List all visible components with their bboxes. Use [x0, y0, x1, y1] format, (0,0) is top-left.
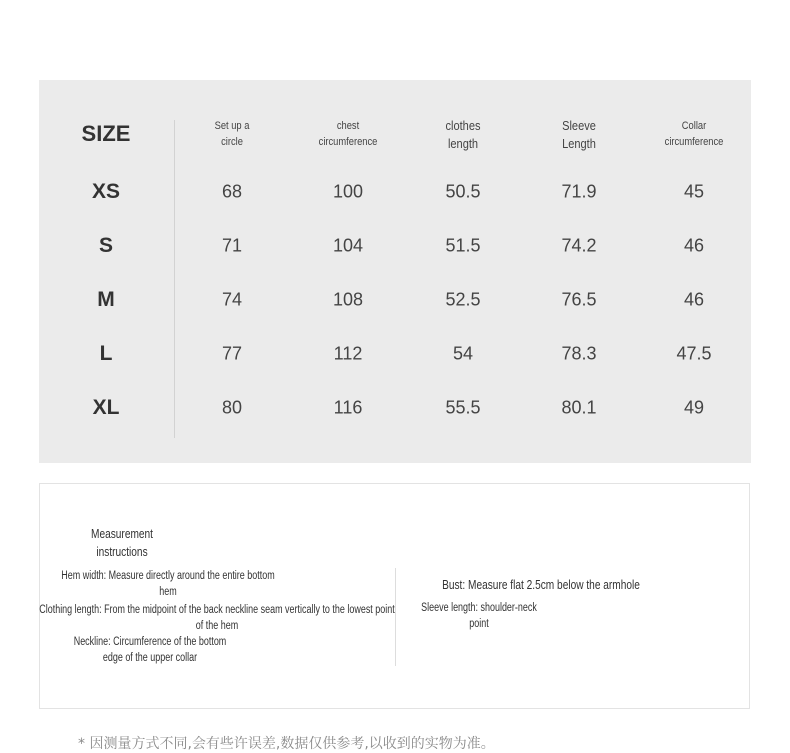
size-label: L [99, 342, 113, 365]
table-cell: 74.2 [561, 235, 597, 256]
table-cell: 55.5 [445, 397, 481, 418]
table-cell: 50.5 [445, 181, 481, 202]
measurement-instructions-panel [39, 483, 750, 709]
hem-width-instruction: Hem width: Measure directly around the entire bottom hem [61, 570, 275, 598]
table-cell: 78.3 [561, 343, 597, 364]
table-cell: 74 [221, 289, 243, 310]
header-chest-circumference: chest circumference [318, 120, 378, 148]
instructions-title: Measurement instructions [91, 526, 153, 559]
clothing-length-instruction: Clothing length: From the midpoint of the back neckline seam vertically to the lowest point of the hem [39, 604, 395, 632]
table-cell: 76.5 [561, 289, 597, 310]
table-cell: 77 [221, 343, 243, 364]
table-cell: 49 [683, 397, 705, 418]
table-cell: 71.9 [561, 181, 597, 202]
header-hem-circle: Set up a circle [214, 120, 250, 148]
bust-instruction: Bust: Measure flat 2.5cm below the armhole [442, 577, 640, 592]
table-cell: 116 [333, 397, 363, 418]
table-cell: 47.5 [676, 343, 712, 364]
header-clothes-length: clothes length [445, 118, 481, 151]
table-cell: 68 [221, 181, 243, 202]
header-sleeve-length: Sleeve Length [562, 118, 596, 151]
table-cell: 46 [683, 289, 705, 310]
table-cell: 51.5 [445, 235, 481, 256]
column-divider [174, 120, 175, 438]
table-cell: 54 [452, 343, 474, 364]
neckline-instruction: Neckline: Circumference of the bottom edge of the upper collar [73, 636, 227, 664]
table-cell: 112 [333, 343, 363, 364]
table-cell: 45 [683, 181, 705, 202]
table-cell: 46 [683, 235, 705, 256]
table-cell: 100 [332, 181, 364, 202]
instructions-divider [395, 568, 396, 666]
table-cell: 108 [332, 289, 364, 310]
measurement-disclaimer: * 因测量方式不同,会有些许误差,数据仅供参考,以收到的实物为准。 [78, 736, 495, 752]
size-label: XL [92, 396, 120, 419]
header-collar-circumference: Collar circumference [664, 120, 724, 148]
size-column-title: SIZE [81, 121, 131, 146]
table-cell: 80 [221, 397, 243, 418]
size-chart-panel [39, 80, 751, 463]
table-cell: 52.5 [445, 289, 481, 310]
size-label: XS [91, 180, 121, 203]
table-cell: 104 [332, 235, 364, 256]
table-cell: 71 [221, 235, 243, 256]
table-cell: 80.1 [561, 397, 597, 418]
size-label: M [97, 288, 115, 311]
size-label: S [98, 234, 114, 257]
sleeve-length-instruction: Sleeve length: shoulder-neck point [421, 602, 537, 630]
